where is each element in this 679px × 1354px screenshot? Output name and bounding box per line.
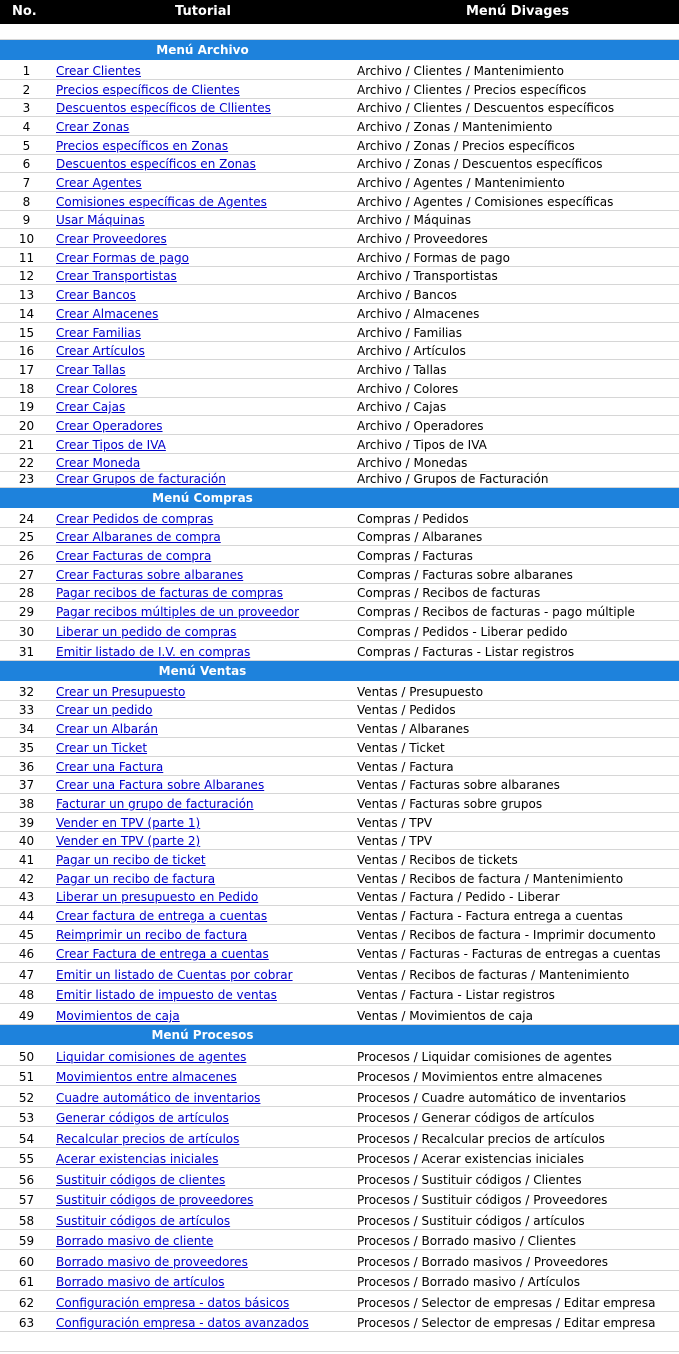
menu-path: Compras / Pedidos - Liberar pedido bbox=[357, 625, 568, 639]
tutorial-link[interactable]: Acerar existencias iniciales bbox=[56, 1152, 219, 1166]
row-number: 55 bbox=[18, 1152, 35, 1166]
table-row bbox=[0, 850, 679, 869]
table-row bbox=[0, 546, 679, 565]
tutorial-link[interactable]: Crear Almacenes bbox=[56, 307, 159, 321]
row-number: 23 bbox=[18, 472, 35, 486]
menu-path: Procesos / Movimientos entre almacenes bbox=[357, 1070, 603, 1084]
table-row bbox=[0, 61, 679, 80]
tutorial-link[interactable]: Crear un Presupuesto bbox=[56, 685, 186, 699]
row-number: 2 bbox=[22, 83, 31, 97]
row-number: 28 bbox=[18, 586, 35, 600]
table-row bbox=[0, 136, 679, 155]
row-number: 46 bbox=[18, 947, 35, 961]
row-number: 56 bbox=[18, 1173, 35, 1187]
menu-path: Procesos / Selector de empresas / Editar empresa bbox=[357, 1316, 656, 1330]
row-number: 24 bbox=[18, 512, 35, 526]
menu-path: Archivo / Clientes / Mantenimiento bbox=[357, 64, 564, 78]
tutorial-link[interactable]: Crear Agentes bbox=[56, 176, 142, 190]
menu-path: Archivo / Monedas bbox=[357, 456, 468, 470]
table-row bbox=[0, 1066, 679, 1086]
tutorial-link[interactable]: Emitir listado de impuesto de ventas bbox=[56, 988, 277, 1002]
section-title: Menú Ventas bbox=[158, 664, 247, 678]
table-row bbox=[0, 682, 679, 701]
tutorial-link[interactable]: Crear Facturas de compra bbox=[56, 549, 212, 563]
row-number: 48 bbox=[18, 988, 35, 1002]
menu-path: Archivo / Bancos bbox=[357, 288, 457, 302]
row-number: 8 bbox=[22, 195, 31, 209]
table-row bbox=[0, 509, 679, 528]
table-row bbox=[0, 701, 679, 719]
row-number: 13 bbox=[18, 288, 35, 302]
tutorial-link[interactable]: Sustituir códigos de proveedores bbox=[56, 1193, 254, 1207]
table-row bbox=[0, 80, 679, 99]
menu-path: Archivo / Artículos bbox=[357, 344, 466, 358]
table-row bbox=[0, 584, 679, 602]
menu-path: Archivo / Tipos de IVA bbox=[357, 438, 487, 452]
menu-path: Procesos / Selector de empresas / Editar empresa bbox=[357, 1296, 656, 1310]
table-row bbox=[0, 117, 679, 136]
table-row bbox=[0, 454, 679, 472]
menu-path: Archivo / Zonas / Descuentos específicos bbox=[357, 157, 603, 171]
table-row bbox=[0, 192, 679, 211]
table-row bbox=[0, 602, 679, 621]
menu-path: Ventas / Facturas sobre albaranes bbox=[357, 778, 560, 792]
table-row bbox=[0, 565, 679, 584]
menu-path: Compras / Albaranes bbox=[357, 530, 483, 544]
menu-path: Procesos / Generar códigos de artículos bbox=[357, 1111, 595, 1125]
row-number: 17 bbox=[18, 363, 35, 377]
table-header bbox=[0, 0, 679, 24]
tutorial-link[interactable]: Crear Artículos bbox=[56, 344, 145, 358]
row-number: 1 bbox=[22, 64, 31, 78]
row-number: 36 bbox=[18, 760, 35, 774]
table-row bbox=[0, 173, 679, 192]
table-row bbox=[0, 1004, 679, 1025]
tutorial-link[interactable]: Crear Grupos de facturación bbox=[56, 472, 226, 486]
menu-path: Ventas / Facturas - Facturas de entregas a cuentas bbox=[357, 947, 661, 961]
table-row bbox=[0, 435, 679, 454]
row-number: 18 bbox=[18, 382, 35, 396]
tutorial-link[interactable]: Crear Clientes bbox=[56, 64, 141, 78]
table-row bbox=[0, 1086, 679, 1107]
row-number: 53 bbox=[18, 1111, 35, 1125]
menu-path: Ventas / Movimientos de caja bbox=[357, 1009, 533, 1023]
row-number: 19 bbox=[18, 400, 35, 414]
menu-path: Ventas / Recibos de factura / Mantenimiento bbox=[357, 872, 624, 886]
menu-path: Archivo / Clientes / Descuentos específicos bbox=[357, 101, 615, 115]
section-title: Menú Procesos bbox=[151, 1028, 254, 1042]
tutorial-link[interactable]: Crear un Albarán bbox=[56, 722, 158, 736]
tutorial-link[interactable]: Sustituir códigos de artículos bbox=[56, 1214, 231, 1228]
menu-path: Procesos / Borrado masivos / Proveedores bbox=[357, 1255, 609, 1269]
menu-path: Ventas / Presupuesto bbox=[357, 685, 484, 699]
menu-path: Archivo / Proveedores bbox=[357, 232, 488, 246]
table-row bbox=[0, 1127, 679, 1148]
row-number: 12 bbox=[18, 269, 35, 283]
tutorial-link[interactable]: Crear Pedidos de compras bbox=[56, 512, 214, 526]
menu-path: Archivo / Cajas bbox=[357, 400, 447, 414]
menu-path: Procesos / Borrado masivo / Clientes bbox=[357, 1234, 577, 1248]
menu-path: Archivo / Clientes / Precios específicos bbox=[357, 83, 587, 97]
menu-path: Ventas / Factura - Listar registros bbox=[357, 988, 555, 1002]
table-row bbox=[0, 155, 679, 173]
table-row bbox=[0, 360, 679, 379]
menu-path: Archivo / Grupos de Facturación bbox=[357, 472, 549, 486]
table-row bbox=[0, 794, 679, 813]
tutorial-link[interactable]: Crear Proveedores bbox=[56, 232, 167, 246]
tutorial-link[interactable]: Crear Moneda bbox=[56, 456, 141, 470]
menu-path: Procesos / Borrado masivo / Artículos bbox=[357, 1275, 580, 1289]
tutorial-link[interactable]: Crear Tipos de IVA bbox=[56, 438, 166, 452]
menu-path: Ventas / Pedidos bbox=[357, 703, 456, 717]
tutorial-link[interactable]: Crear un pedido bbox=[56, 703, 153, 717]
row-number: 30 bbox=[18, 625, 35, 639]
tutorial-link[interactable]: Configuración empresa - datos básicos bbox=[56, 1296, 290, 1310]
menu-path: Ventas / TPV bbox=[357, 816, 433, 830]
tutorial-link[interactable]: Crear Transportistas bbox=[56, 269, 177, 283]
tutorial-link[interactable]: Liberar un pedido de compras bbox=[56, 625, 237, 639]
menu-path: Ventas / TPV bbox=[357, 834, 433, 848]
row-number: 49 bbox=[18, 1009, 35, 1023]
table-row bbox=[0, 757, 679, 776]
tutorial-link[interactable]: Crear Familias bbox=[56, 326, 141, 340]
table-row bbox=[0, 323, 679, 342]
table-row bbox=[0, 267, 679, 285]
tutorial-link[interactable]: Crear Formas de pago bbox=[56, 251, 189, 265]
table-row bbox=[0, 1271, 679, 1291]
header-menu: Menú Divages bbox=[466, 4, 570, 19]
table-row bbox=[0, 248, 679, 267]
table-row bbox=[0, 925, 679, 944]
menu-path: Archivo / Tallas bbox=[357, 363, 447, 377]
table-row bbox=[0, 888, 679, 906]
row-number: 37 bbox=[18, 778, 35, 792]
menu-path: Procesos / Sustituir códigos / artículos bbox=[357, 1214, 585, 1228]
menu-path: Archivo / Máquinas bbox=[357, 213, 472, 227]
tutorial-link[interactable]: Crear Zonas bbox=[56, 120, 130, 134]
tutorial-link[interactable]: Borrado masivo de cliente bbox=[56, 1234, 214, 1248]
menu-path: Archivo / Transportistas bbox=[357, 269, 498, 283]
row-number: 32 bbox=[18, 685, 35, 699]
tutorial-link[interactable]: Pagar recibos múltiples de un proveedor bbox=[56, 605, 300, 619]
menu-path: Ventas / Factura / Pedido - Liberar bbox=[357, 890, 560, 904]
menu-path: Procesos / Sustituir códigos / Clientes bbox=[357, 1173, 582, 1187]
table-row bbox=[0, 869, 679, 888]
row-number: 51 bbox=[18, 1070, 35, 1084]
table-row bbox=[0, 1230, 679, 1250]
tutorial-link[interactable]: Emitir un listado de Cuentas por cobrar bbox=[56, 968, 293, 982]
menu-path: Archivo / Zonas / Mantenimiento bbox=[357, 120, 553, 134]
row-number: 22 bbox=[18, 456, 35, 470]
table-row bbox=[0, 1312, 679, 1332]
row-number: 58 bbox=[18, 1214, 35, 1228]
row-number: 63 bbox=[18, 1316, 35, 1330]
table-row bbox=[0, 398, 679, 416]
menu-path: Ventas / Recibos de facturas / Mantenimiento bbox=[357, 968, 630, 982]
tutorial-link[interactable]: Crear Operadores bbox=[56, 419, 163, 433]
row-number: 60 bbox=[18, 1255, 35, 1269]
row-number: 39 bbox=[18, 816, 35, 830]
menu-path: Compras / Recibos de facturas bbox=[357, 586, 541, 600]
row-number: 38 bbox=[18, 797, 35, 811]
row-number: 31 bbox=[18, 645, 35, 659]
row-number: 33 bbox=[18, 703, 35, 717]
row-number: 59 bbox=[18, 1234, 35, 1248]
tutorial-link[interactable]: Borrado masivo de proveedores bbox=[56, 1255, 248, 1269]
row-number: 50 bbox=[18, 1050, 35, 1064]
menu-path: Archivo / Operadores bbox=[357, 419, 484, 433]
menu-path: Ventas / Recibos de factura - Imprimir documento bbox=[357, 928, 656, 942]
table-row bbox=[0, 229, 679, 248]
tutorial-link[interactable]: Comisiones específicas de Agentes bbox=[56, 195, 267, 209]
tutorial-link[interactable]: Descuentos específicos de Cllientes bbox=[56, 101, 271, 115]
table-row bbox=[0, 621, 679, 641]
row-number: 21 bbox=[18, 438, 35, 452]
row-number: 4 bbox=[22, 120, 31, 134]
header-tutorial: Tutorial bbox=[175, 4, 231, 19]
tutorial-link[interactable]: Crear Albaranes de compra bbox=[56, 530, 221, 544]
tutorial-link[interactable]: Vender en TPV (parte 1) bbox=[56, 816, 201, 830]
row-number: 35 bbox=[18, 741, 35, 755]
table-row bbox=[0, 1291, 679, 1312]
spacer-row bbox=[0, 1333, 679, 1352]
tutorial-link[interactable]: Pagar recibos de facturas de compras bbox=[56, 586, 284, 600]
menu-path: Archivo / Agentes / Comisiones específicas bbox=[357, 195, 614, 209]
tutorial-link[interactable]: Facturar un grupo de facturación bbox=[56, 797, 254, 811]
table-row bbox=[0, 1209, 679, 1230]
row-number: 27 bbox=[18, 568, 35, 582]
tutorial-link[interactable]: Emitir listado de I.V. en compras bbox=[56, 645, 251, 659]
menu-path: Procesos / Liquidar comisiones de agentes bbox=[357, 1050, 612, 1064]
tutorial-link[interactable]: Descuentos específicos en Zonas bbox=[56, 157, 256, 171]
menu-path: Archivo / Almacenes bbox=[357, 307, 480, 321]
row-number: 42 bbox=[18, 872, 35, 886]
tutorial-link[interactable]: Crear Facturas sobre albaranes bbox=[56, 568, 244, 582]
tutorial-link[interactable]: Cuadre automático de inventarios bbox=[56, 1091, 261, 1105]
menu-path: Procesos / Recalcular precios de artículos bbox=[357, 1132, 605, 1146]
table-row bbox=[0, 906, 679, 925]
tutorial-link[interactable]: Movimientos entre almacenes bbox=[56, 1070, 237, 1084]
menu-path: Ventas / Ticket bbox=[357, 741, 445, 755]
tutorial-link[interactable]: Sustituir códigos de clientes bbox=[56, 1173, 226, 1187]
menu-path: Ventas / Factura bbox=[357, 760, 454, 774]
tutorial-link[interactable]: Crear Tallas bbox=[56, 363, 126, 377]
tutorial-link[interactable]: Liquidar comisiones de agentes bbox=[56, 1050, 247, 1064]
row-number: 44 bbox=[18, 909, 35, 923]
row-number: 41 bbox=[18, 853, 35, 867]
tutorial-link[interactable]: Vender en TPV (parte 2) bbox=[56, 834, 201, 848]
table-row bbox=[0, 963, 679, 984]
menu-path: Archivo / Agentes / Mantenimiento bbox=[357, 176, 565, 190]
tutorial-link[interactable]: Pagar un recibo de ticket bbox=[56, 853, 206, 867]
tutorial-link[interactable]: Crear una Factura bbox=[56, 760, 164, 774]
row-number: 47 bbox=[18, 968, 35, 982]
table-row bbox=[0, 984, 679, 1004]
row-number: 16 bbox=[18, 344, 35, 358]
menu-path: Procesos / Acerar existencias iniciales bbox=[357, 1152, 584, 1166]
menu-path: Compras / Facturas sobre albaranes bbox=[357, 568, 573, 582]
row-number: 43 bbox=[18, 890, 35, 904]
table-row bbox=[0, 813, 679, 832]
table-row bbox=[0, 285, 679, 304]
row-number: 34 bbox=[18, 722, 35, 736]
tutorial-link[interactable]: Precios específicos en Zonas bbox=[56, 139, 229, 153]
row-number: 29 bbox=[18, 605, 35, 619]
tutorial-link[interactable]: Configuración empresa - datos avanzados bbox=[56, 1316, 309, 1330]
menu-path: Ventas / Facturas sobre grupos bbox=[357, 797, 543, 811]
row-number: 54 bbox=[18, 1132, 35, 1146]
menu-path: Archivo / Familias bbox=[357, 326, 462, 340]
row-number: 20 bbox=[18, 419, 35, 433]
table-row bbox=[0, 1045, 679, 1066]
section-title: Menú Archivo bbox=[156, 43, 249, 57]
row-number: 3 bbox=[22, 101, 31, 115]
tutorial-link[interactable]: Crear un Ticket bbox=[56, 741, 148, 755]
tutorial-link[interactable]: Crear Factura de entrega a cuentas bbox=[56, 947, 269, 961]
row-number: 40 bbox=[18, 834, 35, 848]
tutorial-link[interactable]: Pagar un recibo de factura bbox=[56, 872, 216, 886]
row-number: 15 bbox=[18, 326, 35, 340]
row-number: 52 bbox=[18, 1091, 35, 1105]
menu-path: Procesos / Sustituir códigos / Proveedores bbox=[357, 1193, 608, 1207]
tutorial-link[interactable]: Borrado masivo de artículos bbox=[56, 1275, 225, 1289]
tutorial-link[interactable]: Movimientos de caja bbox=[56, 1009, 180, 1023]
tutorial-link[interactable]: Generar códigos de artículos bbox=[56, 1111, 229, 1125]
row-number: 11 bbox=[18, 251, 35, 265]
row-number: 26 bbox=[18, 549, 35, 563]
tutorial-link[interactable]: Reimprimir un recibo de factura bbox=[56, 928, 248, 942]
header-no: No. bbox=[12, 4, 37, 19]
menu-path: Ventas / Albaranes bbox=[357, 722, 470, 736]
row-number: 9 bbox=[22, 213, 31, 227]
row-number: 14 bbox=[18, 307, 35, 321]
menu-path: Ventas / Factura - Factura entrega a cuentas bbox=[357, 909, 623, 923]
menu-path: Compras / Pedidos bbox=[357, 512, 469, 526]
tutorial-link[interactable]: Liberar un presupuesto en Pedido bbox=[56, 890, 259, 904]
tutorial-link[interactable]: Recalcular precios de artículos bbox=[56, 1132, 240, 1146]
row-number: 45 bbox=[18, 928, 35, 942]
menu-path: Archivo / Colores bbox=[357, 382, 459, 396]
section-header bbox=[0, 488, 679, 508]
menu-path: Procesos / Cuadre automático de inventarios bbox=[357, 1091, 626, 1105]
table-row bbox=[0, 832, 679, 850]
row-number: 6 bbox=[22, 157, 31, 171]
menu-path: Archivo / Zonas / Precios específicos bbox=[357, 139, 575, 153]
table-row bbox=[0, 416, 679, 435]
table-row bbox=[0, 1189, 679, 1209]
tutorial-link[interactable]: Crear Colores bbox=[56, 382, 138, 396]
row-number: 62 bbox=[18, 1296, 35, 1310]
table-row bbox=[0, 719, 679, 738]
table-row bbox=[0, 211, 679, 229]
table-row bbox=[0, 738, 679, 757]
tutorial-link[interactable]: Crear factura de entrega a cuentas bbox=[56, 909, 268, 923]
row-number: 57 bbox=[18, 1193, 35, 1207]
tutorial-link[interactable]: Crear Cajas bbox=[56, 400, 126, 414]
section-header bbox=[0, 1025, 679, 1045]
table-row bbox=[0, 944, 679, 963]
row-number: 25 bbox=[18, 530, 35, 544]
table-row bbox=[0, 99, 679, 117]
table-row bbox=[0, 528, 679, 546]
table-row bbox=[0, 304, 679, 323]
section-header bbox=[0, 661, 679, 681]
table-row bbox=[0, 1168, 679, 1189]
tutorial-link[interactable]: Crear una Factura sobre Albaranes bbox=[56, 778, 265, 792]
table-row bbox=[0, 379, 679, 398]
menu-path: Compras / Facturas - Listar registros bbox=[357, 645, 575, 659]
section-header bbox=[0, 40, 679, 60]
tutorial-link[interactable]: Crear Bancos bbox=[56, 288, 136, 302]
table-row bbox=[0, 1148, 679, 1168]
table-row bbox=[0, 1107, 679, 1127]
table-row bbox=[0, 342, 679, 360]
row-number: 7 bbox=[22, 176, 31, 190]
row-number: 5 bbox=[22, 139, 31, 153]
tutorial-link[interactable]: Precios específicos de Clientes bbox=[56, 83, 240, 97]
tutorial-link[interactable]: Usar Máquinas bbox=[56, 213, 145, 227]
row-number: 61 bbox=[18, 1275, 35, 1289]
table-row bbox=[0, 472, 679, 488]
section-title: Menú Compras bbox=[152, 491, 253, 505]
menu-path: Archivo / Formas de pago bbox=[357, 251, 510, 265]
table-row bbox=[0, 641, 679, 661]
spacer-row bbox=[0, 24, 679, 40]
menu-path: Compras / Recibos de facturas - pago múltiple bbox=[357, 605, 635, 619]
table-row bbox=[0, 1250, 679, 1271]
menu-path: Compras / Facturas bbox=[357, 549, 473, 563]
row-number: 10 bbox=[18, 232, 35, 246]
menu-path: Ventas / Recibos de tickets bbox=[357, 853, 518, 867]
table-row bbox=[0, 776, 679, 794]
